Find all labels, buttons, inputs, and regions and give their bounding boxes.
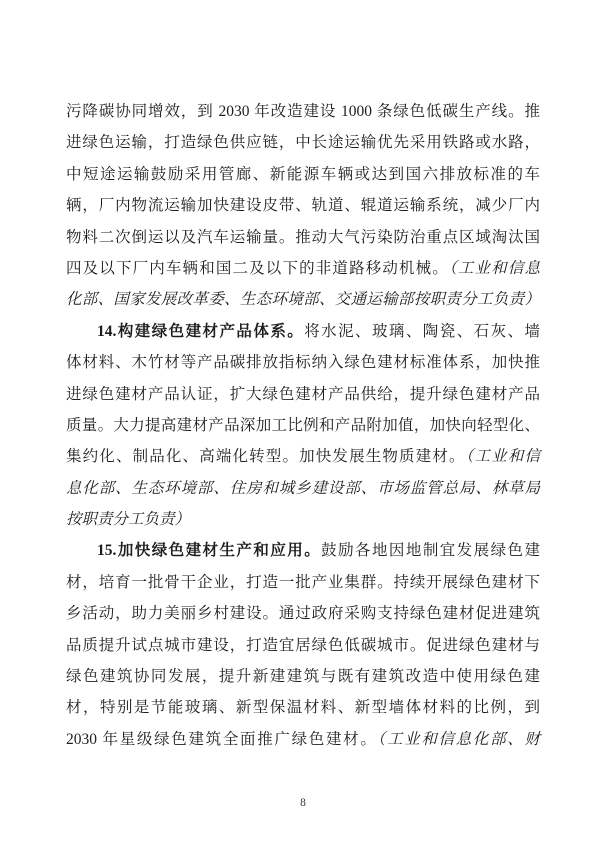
text-segment-normal: 材，特别是节能玻璃、新型保温材料、新型墙体材料的比例，到 <box>66 699 540 717</box>
text-segment-normal: 质量。大力提高建材产品深加工比例和产品附加值，加快向轻型化、 <box>66 416 540 434</box>
text-segment-kai: （工业和信 <box>465 448 540 466</box>
text-segment-kai: （工业和信息化部、财 <box>377 730 540 748</box>
text-segment-normal: 体材料、木竹材等产品碳排放指标纳入绿色建材标准体系，加快推 <box>66 354 540 372</box>
text-segment-normal: 污降碳协同增效，到 2030 年改造建设 1000 条绿色低碳生产线。推 <box>66 103 540 120</box>
text-segment-normal: 辆，厂内物流运输加快建设皮带、轨道、辊道运输系统，减少厂内 <box>66 197 540 215</box>
text-segment-normal: 乡活动，助力美丽乡村建设。通过政府采购支持绿色建材促进建筑 <box>66 605 540 623</box>
document-line <box>66 630 540 661</box>
text-segment-normal: 进绿色建材产品认证，扩大绿色建材产品供给，提升绿色建材产品 <box>66 385 540 403</box>
text-segment-normal: 鼓励各地因地制宜发展绿色建 <box>321 542 540 560</box>
text-segment-kai: （工业和信息 <box>448 259 540 277</box>
text-segment-kai: 息化部、生态环境部、住房和城乡建设部、市场监管总局、林草局 <box>66 479 540 497</box>
document-line <box>66 441 540 472</box>
document-line <box>66 379 540 410</box>
document-line <box>66 96 540 127</box>
page-number: 8 <box>300 797 306 809</box>
text-segment-normal: 品质提升试点城市建设，打造宜居绿色低碳城市。促进绿色建材与 <box>66 636 540 654</box>
document-line <box>66 724 540 755</box>
document-line <box>66 190 540 221</box>
text-segment-kai: 按职责分工负责） <box>66 511 191 529</box>
document-line <box>66 222 540 253</box>
text-segment-normal: 物料二次倒运以及汽车运输量。推动大气污染防治重点区域淘汰国 <box>66 228 540 246</box>
document-line <box>66 127 540 158</box>
text-segment-normal: 四及以下厂内车辆和国二及以下的非道路移动机械。 <box>66 259 449 277</box>
document-line <box>66 504 540 535</box>
text-segment-bold: 14.构建绿色建材产品体系。 <box>97 322 305 340</box>
text-segment-kai: 化部、国家发展改革委、生态环境部、交通运输部按职责分工负责） <box>66 291 540 309</box>
document-line <box>66 347 540 378</box>
text-segment-normal: 进绿色运输，打造绿色供应链，中长途运输优先采用铁路或水路， <box>66 134 540 152</box>
document-line <box>66 535 540 566</box>
text-segment-normal: 集约化、制品化、高端化转型。加快发展生物质建材。 <box>66 448 466 466</box>
document-line <box>66 692 540 723</box>
text-segment-normal: 2030 年星级绿色建筑全面推广绿色建材。 <box>66 730 378 748</box>
text-segment-normal: 中短途运输鼓励采用管廊、新能源车辆或达到国六排放标准的车 <box>66 165 540 183</box>
text-segment-normal: 绿色建筑协同发展，提升新建建筑与既有建筑改造中使用绿色建 <box>66 668 540 686</box>
text-segment-bold: 15.加快绿色建材生产和应用。 <box>97 542 322 560</box>
document-line <box>66 316 540 347</box>
document-line <box>66 410 540 441</box>
document-line <box>66 473 540 504</box>
document-body <box>66 96 540 755</box>
document-line <box>66 567 540 598</box>
text-segment-normal: 材，培育一批骨干企业，打造一批产业集群。持续开展绿色建材下 <box>66 573 540 591</box>
document-line <box>66 661 540 692</box>
document-line <box>66 253 540 284</box>
text-segment-normal: 将水泥、玻璃、陶瓷、石灰、墙 <box>304 322 540 340</box>
document-line <box>66 284 540 315</box>
document-line <box>66 598 540 629</box>
document-line <box>66 159 540 190</box>
